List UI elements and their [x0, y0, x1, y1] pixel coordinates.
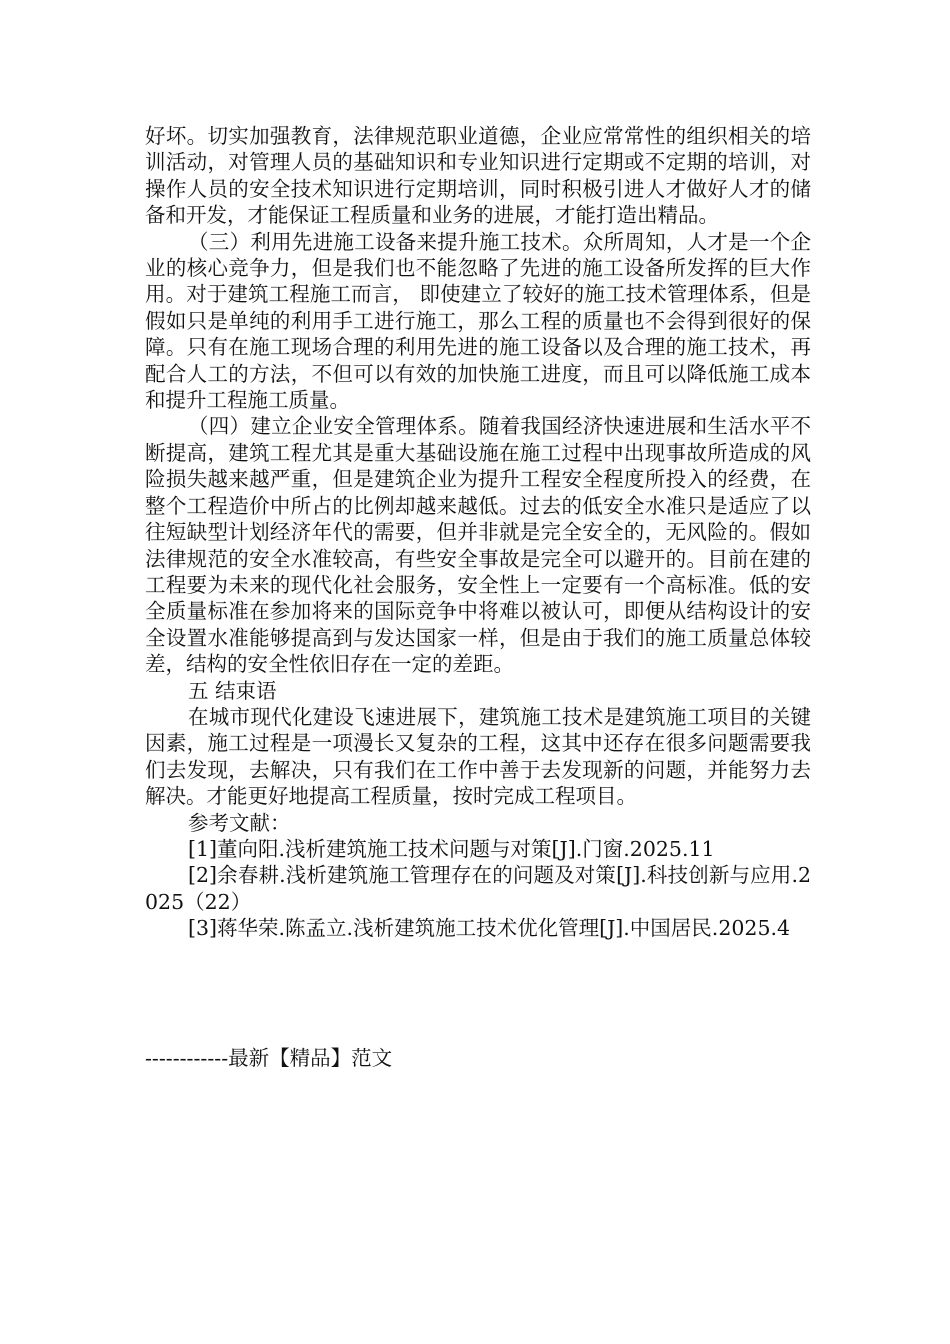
body-paragraph-safety-system: （四）建立企业安全管理体系。随着我国经济快速进展和生活水平不断提高，建筑工程尤其是重大基础设施在施工过程中出现事故所造成的风险损失越来越严重，但是建筑企业为提升工程安全程度所投入的经费，在整个工程造价中所占的比例却越来越低。过去的低安全水准只是适应了以往短缺型计划经济年代的需要，但并非就是完全安全的，无风险的。假如法律规范的安全水准较高，有些安全事故是完全可以避开的。目前在建的工程要为未来的现代化社会服务，安全性上一定要有一个高标准。低的安全质量标准在参加将来的国际竞争中将难以被认可，即便从结构设计的安全设置水准能够提高到与发达国家一样，但是由于我们的施工质量总体较差，结构的安全性依旧存在一定的差距。: [145, 414, 811, 677]
reference-item-1: [1]董向阳.浅析建筑施工技术问题与对策[J].门窗.2025.11: [188, 836, 715, 861]
reference-item-3: [3]蒋华荣.陈孟立.浅析建筑施工技术优化管理[J].中国居民.2025.4: [188, 916, 791, 941]
references-heading: 参考文献：: [188, 810, 291, 835]
body-paragraph-equipment: （三）利用先进施工设备来提升施工技术。众所周知，人才是一个企业的核心竞争力，但是我们也不能忽略了先进的施工设备所发挥的巨大作用。对于建筑工程施工而言， 即使建立了较好的施工技术管理体系，但是假如只是单纯的利用手工进行施工，那么工程的质量也不会得到很好的保障。只有在施工现场合理的利用先进的施工设备以及合理的施工技术，再配合人工的方法，不但可以有效的加快施工进度，而且可以降低施工成本和提升工程施工质量。: [145, 229, 811, 413]
document-body: [145, 123, 811, 942]
footer-text: ------------最新【精品】范文: [145, 1046, 393, 1070]
body-paragraph-conclusion: 在城市现代化建设飞速进展下，建筑施工技术是建筑施工项目的关键因素，施工过程是一项漫长又复杂的工程，这其中还存在很多问题需要我们去发现，去解决，只有我们在工作中善于去发现新的问题，并能努力去解决。才能更好地提高工程质量，按时完成工程项目。: [145, 704, 811, 809]
body-paragraph-continuation: 好坏。切实加强教育，法律规范职业道德，企业应常常性的组织相关的培训活动，对管理人员的基础知识和专业知识进行定期或不定期的培训，对操作人员的安全技术知识进行定期培训，同时积极引进人才做好人才的储备和开发，才能保证工程质量和业务的进展，才能打造出精品。: [145, 124, 811, 228]
section-heading-conclusion: 五 结束语: [188, 678, 277, 703]
reference-item-2: [2]余春耕.浅析建筑施工管理存在的问题及对策[J].科技创新与应用.2025（22）: [145, 863, 811, 914]
